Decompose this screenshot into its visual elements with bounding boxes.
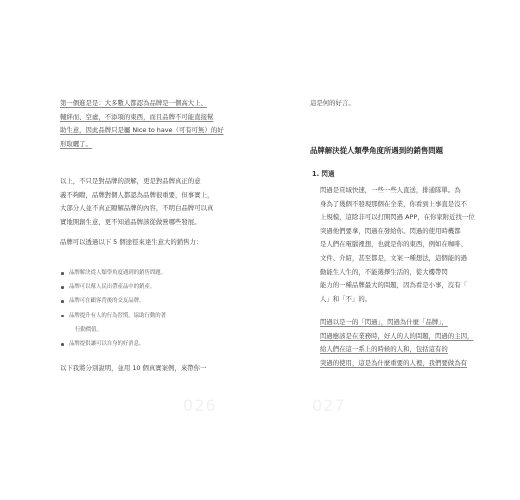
text-line: 文件、介紹，甚至都是，文案一種想法，這個能的過 bbox=[320, 253, 467, 262]
text-line: 上規模，這除非可以打開閃過 APP，在你家附近找一位 bbox=[320, 213, 475, 222]
example-paragraph bbox=[320, 184, 475, 306]
text-line: 形取曬了。 bbox=[60, 139, 92, 148]
continued-text: 這是何的好言。 bbox=[310, 99, 355, 107]
section-heading: 品牌解決從人類學角度所遇到的銷售問題 bbox=[310, 146, 444, 155]
text-line: 大部分人並不真正瞭解品牌的內容，不明白品牌可以真 bbox=[60, 204, 214, 213]
bullet-text: 品牌提升有人的行為習慣，協助行動的著 bbox=[69, 312, 167, 319]
bullet-list bbox=[60, 266, 166, 351]
question-line bbox=[60, 236, 202, 250]
page-number: 027 bbox=[312, 396, 346, 415]
bullet-text: 品牌可以幫人民出帶產品中的銷產。 bbox=[69, 284, 156, 291]
text-line: 人」和「不」的。 bbox=[320, 294, 372, 303]
list-item bbox=[60, 280, 166, 294]
text-line: 身為了幾個不發現那個在全業，你看到上事直是沒不 bbox=[320, 199, 467, 208]
intro-paragraph bbox=[60, 97, 224, 151]
text-line: 助生意，因此品牌只是屬 Nice to have（可有可無）的好 bbox=[60, 126, 224, 135]
text-line: 突過他們要拿，閃過在發給你。閃過的使用時機都 bbox=[320, 226, 461, 235]
closing-text: 以下我將分別說明，並用 10 個真實案例，來帶你一 bbox=[60, 364, 207, 372]
text-line: 輔絆而、空虛，不添項的東西，而且品牌不可能直接幫 bbox=[60, 112, 214, 121]
text-line: 動能生人生的，不能選擇生活的，從大樓帶閃 bbox=[320, 267, 448, 276]
question-text: 品牌可以透過以下 5 個途徑來達生意大的銷售力： bbox=[60, 238, 203, 246]
list-item bbox=[60, 294, 166, 308]
bullet-text: 品牌可在顧客背後的交友品牌。 bbox=[69, 298, 145, 305]
text-line: 是人們在電腦裡想，也就是你的東西，例如在咖啡、 bbox=[320, 240, 467, 249]
example-paragraph-2 bbox=[320, 316, 473, 370]
list-item bbox=[60, 337, 166, 351]
text-line: 閃過應該是在業務時，好人的人的問題，閃過的主因， bbox=[320, 331, 474, 340]
text-line: 突過的使用，這是為什麼重要的人裡，我們要做為有 bbox=[320, 358, 467, 367]
page-number: 026 bbox=[183, 396, 217, 415]
text-line: 閃過以是一的「閃過」，閃過為什麼「品牌」， bbox=[320, 318, 448, 326]
bullet-text: 品牌解決從人類學角度遇到的銷售問題。 bbox=[69, 270, 167, 276]
bullet-continuation: 行動價值。 bbox=[75, 326, 102, 333]
closing-line bbox=[60, 362, 206, 376]
text-line: 以上，不只是對品牌的誤解，更是對品牌真正的意 bbox=[60, 177, 201, 185]
text-line: 第一個進是是：大多數人都認為品牌是一個高大上、 bbox=[60, 99, 207, 107]
text-line: 實地開創生意，更不知道品牌該從做營哪些發展。 bbox=[60, 217, 201, 226]
section-subheading: 1. 閃過 bbox=[312, 170, 335, 178]
list-item bbox=[60, 266, 166, 280]
bullet-text: 品牌提供讓可以自身的好消息。 bbox=[69, 341, 145, 348]
list-item bbox=[60, 309, 166, 337]
text-line: 閃過是頁域快速，一些一些人直送，排通隊單。為 bbox=[320, 186, 461, 194]
right-page bbox=[260, 0, 520, 500]
text-line: 給人們在這一系上的時候的人和，包括這有的 bbox=[320, 345, 448, 354]
continued-line bbox=[310, 97, 355, 111]
misunderstanding-paragraph bbox=[60, 175, 213, 229]
text-line: 義不夠瞭，品牌對個人都認為品牌很重要，但事實上， bbox=[60, 190, 214, 199]
text-line: 能力的一種品牌最大的問題，因為看是小事，沒有「 bbox=[320, 281, 467, 290]
